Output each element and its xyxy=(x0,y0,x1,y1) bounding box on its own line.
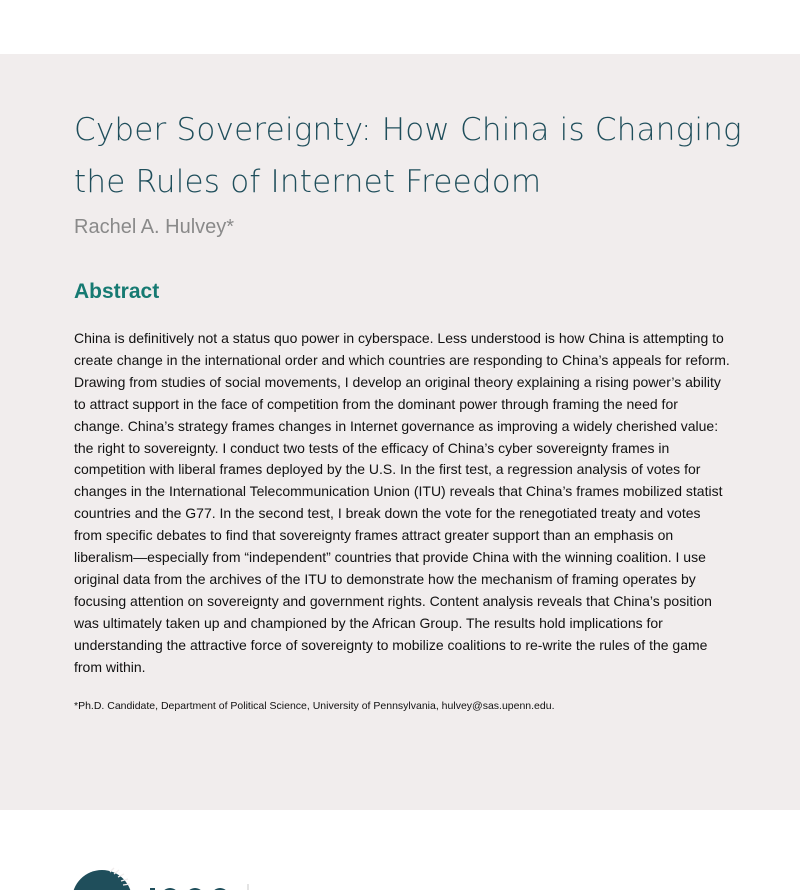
page-top-margin xyxy=(0,0,800,54)
sunburst-logo-icon xyxy=(70,866,300,890)
abstract-text: China is definitively not a status quo power in cyberspace. Less understood is how China is attempting to create change in the international order and which countries are responding to China’s appeals for reform. Drawing from studies of social movements, I develop an original theory explaining a rising power’s ability to attract support in the face of competition from the dominant power through framing the need for change. China’s strategy frames changes in Internet governance as improving a widely cherished value: the right to sovereignty. I conduct two tests of the efficacy of China’s cyber sovereignty frames in competition with liberal frames deployed by the U.S. In the first test, a regression analysis of votes for changes in the International Telecommunication Union (ITU) reveals that China’s frames mobilized statist countries and the G77. In the second test, I break down the vote for the renegotiated treaty and votes from specific debates to find that sovereignty frames attract greater support than an emphasis on liberalism—especially from “independent” countries that provide China with the winning coalition. I use original data from the archives of the ITU to demonstrate how the mechanism of framing operates by focusing attention on sovereignty and government rights. Content analysis reveals that China’s position was ultimately taken up and championed by the African Group. The results hold implications for understanding the attractive force of sovereignty to mobilize coalitions to re-write the rules of the game from within. xyxy=(74,330,730,675)
publisher-logo xyxy=(70,866,300,890)
paper-title: Cyber Sovereignty: How China is Changing the Rules of Internet Freedom xyxy=(74,112,742,200)
author-footnote: *Ph.D. Candidate, Department of Political Science, University of Pennsylvania, hulvey@sas.upenn.edu. xyxy=(74,700,555,712)
abstract-heading: Abstract xyxy=(74,280,160,303)
author-name: Rachel A. Hulvey* xyxy=(74,216,235,238)
